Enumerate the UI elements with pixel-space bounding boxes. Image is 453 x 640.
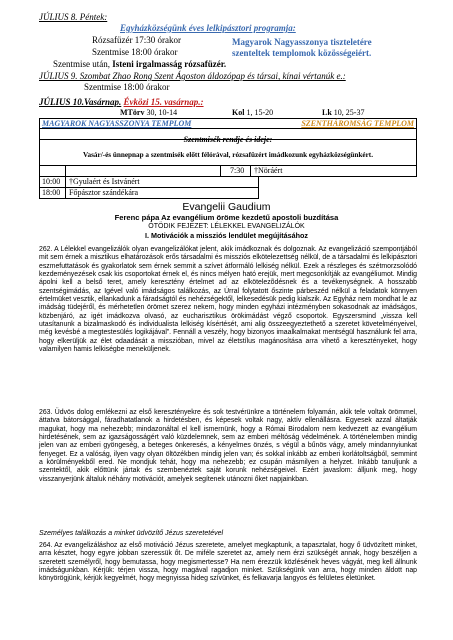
sunday-heading [39, 97, 204, 108]
friday-after-bold: Isteni irgalmasság rózsafüzér. [112, 59, 227, 69]
saturday-mass: Szentmise 18:00 órakor [84, 82, 170, 92]
friday-side-note-1: Magyarok Nagyasszonya tiszteletére [232, 37, 372, 47]
row-3-time: 18:00 [42, 188, 61, 197]
saturday-heading: JÚLIUS 9. Szombat Zhao Rong Szent Ágoston áldozópap és társai, kínai vértanúk e.: [39, 71, 346, 81]
schedule-row-3 [39, 188, 259, 199]
paragraph-264-text: 264. Az evangelizáláshoz az első motiváció Jézus szeretete, amelyet megkaptunk, a tapasztalat, hogy ő üdvözített minket, arra késztet, hogy egyre jobban szeressük őt. De miféle szeretet az, amely nem érzi szükségét annak, hogy beszéljen a szeretett személyről, hogy bemutassa, hogy megismertesse? Ha nem érezzük közlésének heves vágyát, meg kell állnunk imádságunkban. Kérjük: térjen vissza, hogy magával ragadjon minket. Szükségünk van arra, hogy minden áldott nap könyörögjünk, kérjük kegyelmét, hogy megnyissa hideg szívünket, és felkavarja langyos és felületes életünket. [39, 542, 417, 583]
church-right: SZENTHÁROMSÁG TEMPLOM [301, 119, 414, 128]
church-header-row [39, 118, 417, 129]
church-left: MAGYAROK NAGYASSZONYA TEMPLOM [42, 119, 192, 128]
reading-2-book: Kol [232, 108, 245, 117]
document-chapter: ÖTÖDIK FEJEZET: LÉLEKKEL EVANGELIZÁLÓK [148, 223, 305, 230]
document-section: I. Motivációk a missziós lendület megújításához [145, 231, 308, 240]
paragraph-264 [39, 542, 417, 584]
reading-3-ref: 10, 25-37 [333, 108, 365, 117]
sunday-heading-suffix: Évközi 15. vasárnap.: [123, 97, 204, 107]
reading-1 [120, 108, 177, 118]
paragraph-263 [39, 409, 417, 484]
paragraph-262 [39, 246, 417, 354]
order-title: Szentmisék rendje és ideje: [183, 135, 273, 144]
order-title-row [39, 129, 417, 144]
reading-1-ref: 30, 10-14 [146, 108, 178, 117]
friday-mass: Szentmise 18:00 órakor [92, 47, 178, 57]
schedule-note: Vasár/-és ünnepnap a szentmisék előtt félórával, rózsafüzért imádkozunk egyházközségünkért. [82, 151, 373, 159]
reading-2 [232, 108, 273, 118]
document-title: Evangelii Gaudium [182, 201, 271, 213]
paragraph-263-text: 263. Üdvös dolog emlékezni az első keresztényekre és sok testvérünkre a történelem folyamán, akik tele voltak örömmel, áttatva bátorsággal, fáradhatatlanok a hirdetésben, és képesek voltak nagy, aktív ellenállásra. Egyesek azzal áltatják magukat, hogy ma nehezebb; mindazonáltal el kell ismernünk, hogy a Római Birodalom nem kedvezett az evangélium hirdetésének, sem az igazságosságért való küzdelemnek, sem az emberi méltóság védelmének. A történelemben mindig jelen van az emberi gyöngeség, a beteges önkeresés, a kényelmes önzés, s végül a bűnös vágy, amely mindannyiunkat fenyeget. Ez a valóság, ilyen vagy olyan öltözékben mindig jelen van; és sokkal inkább az emberi korlátoltságból, semmint a körülményekből ered. Ne mondjuk tehát, hogy ma nehezebb; ez csupán másmilyen a helyzet. Inkább tanuljunk a szentektől, akik előttünk jártak és szembenéztek saját korunk nehézségeivel. Ezért javaslom: álljunk meg, hogy visszanyerjünk általuk néhány motivációt, amelyek segítenek utánozni őket napjainkban. [39, 409, 417, 483]
row-3-text: Főpásztor szándékára [69, 188, 139, 197]
row-2-time: 10:00 [42, 177, 61, 186]
paragraph-262-text: 262. A Lélekkel evangelizálók olyan evangelizálókat jelent, akik imádkoznak és dolgoznak. Az evangelizáció szempontjából mit sem érnek a misztikus elhatározások erős társadalmi és missziós elkötelezettség nélkül, de a társadalmi és lelkipásztori eszmefuttatások és gyakorlatok sem érnek semmit a szívet átformáló lelkiség nélkül. Ezek a részleges és szétmorzsolódó kezdeményezések csak kis csoportokat érnek el, és nincs mélyen ható erejük, mert megcsonkítják az evangéliumot. Mindig ápolni kell a belső teret, amely keresztény értelmet ad az elkötelezõdésnek és a tevékenységnek. A hosszabb szentségimádás, az Igével való imádságos találkozás, az Úrral folytatott őszinte párbeszéd nélkül a feladatok könnyen értelmüket vesztik, ellankadunk a fáradságtól és nehézségektől, lelkesedésük pedig kialszik. Az Egyház nem mondhat le az imádság tüdejéről, és mérhetetlen örömet szerez nekem, hogy minden egyházi intézményben sokasodnak az imádságos, közbenjáró, az igét imádkozva olvasó, az eucharisztikus örökimádást végző csoportok. Egyszersmind „vissza kell utasítanunk a bizalmaskodó és individualista lelkiség kísértését, ami alig összeegyeztethető a szeretet követelményeivel, még kevésbé a megtestesülés logikájával”. Fennáll a veszély, hogy bizonyos imaalkalmakat mentségül használunk fel arra, hogy elkerüljük az élet odaadását a misszióban, mivel az életstílus magánosítása arra vihető a keresztényeket, hogy valamilyen hamis lelkiségbe meneküljenek. [39, 246, 417, 354]
document-subtitle: Ferenc pápa Az evangélium öröme kezdetű apostoli buzdítása [114, 213, 339, 222]
reading-1-book: MTörv [120, 108, 145, 117]
row-1-text-right: †Nöráért [254, 166, 283, 175]
schedule-row-1 [39, 166, 417, 177]
reading-3-book: Lk [322, 108, 332, 117]
friday-after-mass [53, 59, 226, 70]
sunday-heading-date: JÚLIUS 10.Vasárnap. [39, 97, 122, 107]
reading-2-ref: 1, 15-20 [246, 108, 274, 117]
schedule-row-2 [39, 177, 259, 188]
program-title: Egyházközségünk éves lelkipásztori programja: [120, 23, 296, 33]
friday-after-prefix: Szentmise után, [53, 59, 110, 69]
friday-heading: JÚLIUS 8. Péntek: [39, 12, 108, 22]
row-1-time-right: 7:30 [230, 166, 245, 175]
subheading: Személyes találkozás a minket üdvözítő Jézus szeretetével [39, 530, 224, 537]
friday-side-note-2: szenteltek templomok közösségeiért. [232, 48, 372, 58]
friday-rosary: Rózsafüzér 17:30 órakor [92, 35, 181, 45]
reading-3 [322, 108, 364, 118]
row-2-text: †Gyulaért és Istvánért [69, 177, 140, 186]
note-row [39, 140, 417, 166]
